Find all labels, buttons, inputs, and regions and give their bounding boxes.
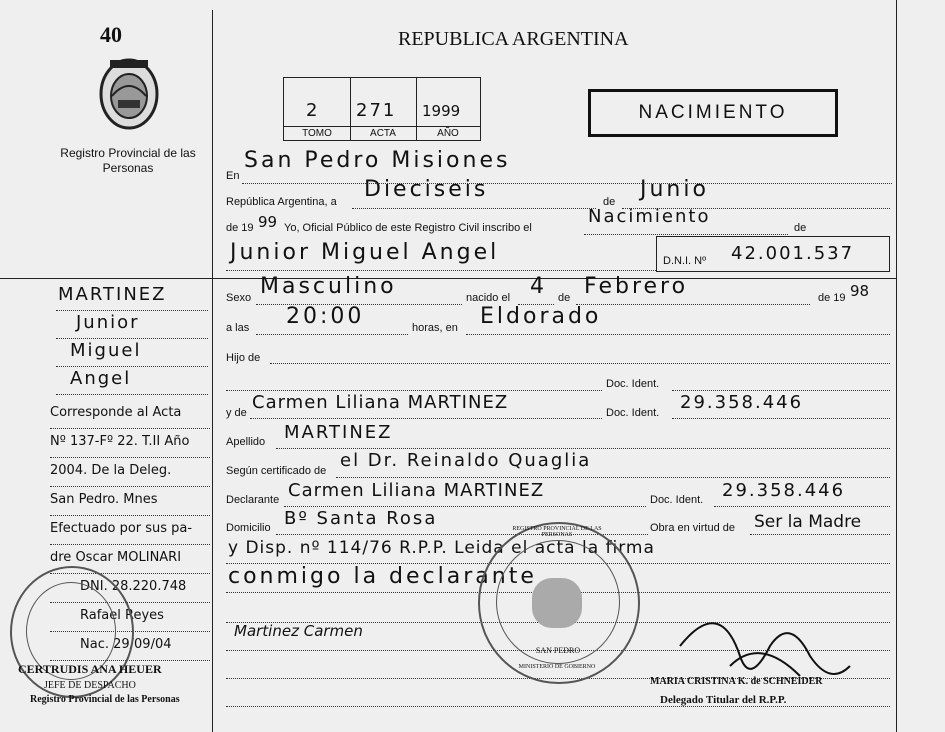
mother-doc-line bbox=[672, 418, 890, 419]
tomo-label: TOMO bbox=[284, 126, 350, 139]
conmigo-line: conmigo la declarante bbox=[228, 564, 537, 589]
declarante-line bbox=[284, 506, 646, 507]
de-label-2: de bbox=[794, 222, 807, 234]
de-label-1: de bbox=[603, 196, 616, 208]
tomo-value: 2 bbox=[306, 100, 320, 121]
birth-month-line bbox=[576, 304, 810, 305]
margin-note-line: Rafael Reyes bbox=[50, 603, 210, 632]
a-las-label: a las bbox=[226, 322, 250, 334]
declarant-signature: Martinez Carmen bbox=[234, 622, 363, 640]
oficial-text: Yo, Oficial Público de este Registro Civil inscribo el bbox=[284, 222, 532, 234]
apellido-value: MARTINEZ bbox=[284, 422, 393, 443]
declarante-value: Carmen Liliana MARTINEZ bbox=[288, 480, 545, 501]
person-name: Junior Miguel Angel bbox=[230, 240, 500, 265]
doc-ident-label-2: Doc. Ident. bbox=[606, 407, 660, 419]
margin-note-line: Nac. 29/09/04 bbox=[50, 632, 210, 661]
stamp-emblem-icon bbox=[532, 578, 582, 628]
registry-stamp-icon bbox=[478, 522, 640, 684]
mother-value: Carmen Liliana MARTINEZ bbox=[252, 392, 509, 413]
dni-box bbox=[656, 236, 890, 272]
margin-line-4 bbox=[56, 394, 208, 395]
horas-en-label: horas, en bbox=[412, 322, 458, 334]
domicilio-label: Domicilio bbox=[226, 522, 271, 534]
margin-official-registry: Registro Provincial de las Personas bbox=[30, 694, 180, 705]
ano-cell bbox=[416, 78, 480, 140]
stamp-ring-text: MINISTERIO DE GOBIERNO bbox=[518, 664, 596, 670]
ano-value: 1999 bbox=[422, 102, 461, 120]
dni-label: D.N.I. Nº bbox=[663, 255, 707, 267]
declarante-doc-line bbox=[714, 506, 890, 507]
margin-given-1: Junior bbox=[76, 312, 140, 333]
apellido-label: Apellido bbox=[226, 436, 266, 448]
day-line bbox=[352, 208, 596, 209]
sexo-value: Masculino bbox=[260, 274, 397, 299]
registry-name: Registro Provincial de las Personas bbox=[60, 146, 196, 175]
birth-place-line bbox=[466, 334, 890, 335]
dni-value: 42.001.537 bbox=[731, 243, 855, 264]
margin-note-line: Nº 137-Fº 22. T.II Año bbox=[50, 429, 210, 458]
margin-official-name: CERTRUDIS ANA HEUER bbox=[18, 662, 162, 676]
birth-month: Febrero bbox=[584, 274, 689, 299]
person-name-line bbox=[226, 270, 656, 271]
margin-note-line: Corresponde al Acta bbox=[50, 400, 210, 429]
hora-line bbox=[256, 334, 408, 335]
margin-line-2 bbox=[56, 338, 208, 339]
birth-place: Eldorado bbox=[480, 304, 602, 329]
certificate-by: el Dr. Reinaldo Quaglia bbox=[340, 450, 592, 471]
act-type-line bbox=[584, 234, 788, 235]
doc-ident-label-3: Doc. Ident. bbox=[650, 494, 704, 506]
stamp-bottom-text: SAN PEDRO bbox=[535, 646, 581, 655]
margin-surname: MARTINEZ bbox=[58, 284, 167, 305]
doc-ident-label-1: Doc. Ident. bbox=[606, 378, 660, 390]
day-written: Dieciseis bbox=[364, 177, 489, 202]
official-name: MARIA CRISTINA K. de SCHNEIDER bbox=[650, 676, 823, 687]
margin-note-line: DNI. 28.220.748 bbox=[50, 574, 210, 603]
margin-note-line: 2004. De la Deleg. bbox=[50, 458, 210, 487]
declarante-label: Declarante bbox=[226, 494, 280, 506]
birth-year-suffix: 98 bbox=[850, 282, 870, 300]
margin-line-1 bbox=[56, 310, 208, 311]
act-type-value: Nacimiento bbox=[588, 206, 711, 227]
nacido-label: nacido el bbox=[466, 292, 511, 304]
disp-line: y Disp. nº 114/76 R.P.P. Leida el acta la firma bbox=[228, 538, 655, 558]
birth-day: 4 bbox=[530, 274, 547, 299]
segun-label: Según certificado de bbox=[226, 465, 327, 477]
obra-label: Obra en virtud de bbox=[650, 522, 735, 534]
father-line-2 bbox=[226, 390, 602, 391]
certificate-line bbox=[336, 477, 890, 478]
right-border bbox=[896, 0, 897, 732]
year-prefix: de 19 bbox=[226, 222, 254, 234]
declarante-doc: 29.358.446 bbox=[722, 480, 846, 501]
acta-value: 271 bbox=[356, 100, 397, 121]
stamp-top-text: REGISTRO PROVINCIAL DE LAS PERSONAS bbox=[512, 526, 602, 538]
place-value: San Pedro Misiones bbox=[244, 148, 511, 173]
ano-label: AÑO bbox=[416, 126, 480, 139]
father-line bbox=[270, 363, 890, 364]
country-title: REPUBLICA ARGENTINA bbox=[398, 28, 629, 50]
coat-of-arms-icon bbox=[96, 56, 162, 132]
record-box bbox=[283, 77, 481, 141]
obra-value: Ser la Madre bbox=[754, 512, 862, 532]
margin-divider bbox=[212, 10, 213, 732]
page-number: 40 bbox=[100, 22, 122, 47]
tomo-cell bbox=[284, 78, 351, 140]
margin-line-3 bbox=[56, 366, 208, 367]
margin-official-title: JEFE DE DESPACHO bbox=[44, 680, 136, 691]
father-doc-line bbox=[672, 390, 890, 391]
acta-cell bbox=[350, 78, 417, 140]
acta-label: ACTA bbox=[350, 126, 416, 139]
mother-doc: 29.358.446 bbox=[680, 392, 804, 413]
margin-stamp-icon bbox=[10, 566, 134, 698]
margin-note-line: San Pedro. Mnes bbox=[50, 487, 210, 516]
year-suffix: 99 bbox=[258, 213, 278, 231]
republica-label: República Argentina, a bbox=[226, 196, 337, 208]
official-title: Delegado Titular del R.P.P. bbox=[660, 694, 787, 706]
domicilio-value: Bº Santa Rosa bbox=[284, 508, 438, 529]
obra-line bbox=[750, 534, 890, 535]
margin-note-line: Efectuado por sus pa- bbox=[50, 516, 210, 545]
section-divider bbox=[0, 278, 896, 279]
margin-note-line: dre Oscar MOLINARI bbox=[50, 545, 210, 574]
de-label-3: de bbox=[558, 292, 571, 304]
hora-value: 20:00 bbox=[286, 304, 365, 329]
apellido-line bbox=[276, 448, 890, 449]
hijo-de-label: Hijo de bbox=[226, 352, 261, 364]
place-line bbox=[242, 183, 892, 184]
mother-line bbox=[250, 418, 602, 419]
sexo-label: Sexo bbox=[226, 292, 252, 304]
month-value: Junio bbox=[640, 177, 709, 202]
doc-type-box: NACIMIENTO bbox=[588, 89, 838, 137]
birth-year-prefix: de 19 bbox=[818, 292, 846, 304]
margin-given-2: Miguel bbox=[70, 340, 142, 361]
y-de-label: y de bbox=[226, 407, 247, 419]
en-label: En bbox=[226, 170, 240, 182]
signature-line-4 bbox=[226, 706, 890, 707]
margin-given-3: Angel bbox=[70, 368, 132, 389]
